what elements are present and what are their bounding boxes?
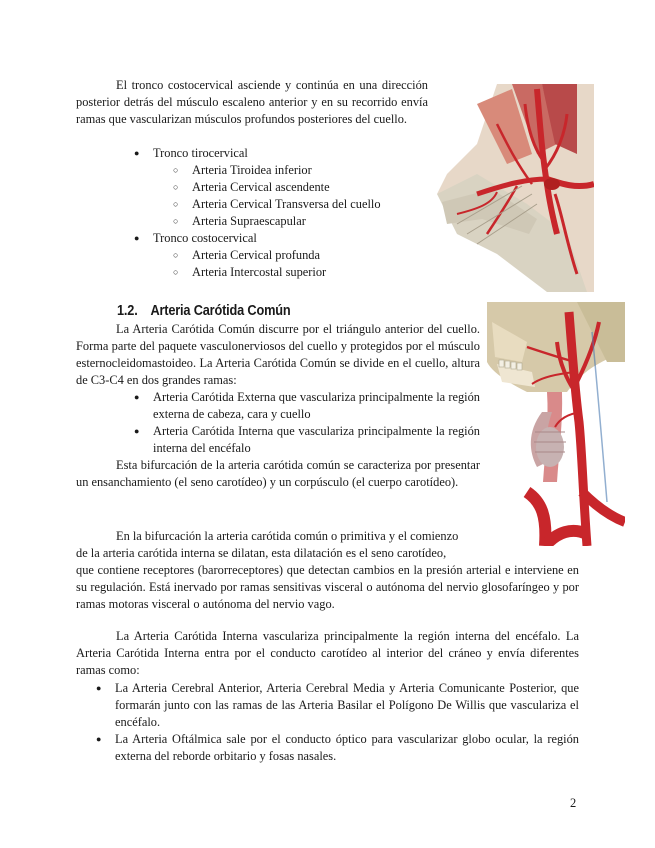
sub-item-label: Arteria Cervical Transversa del cuello [192, 197, 381, 211]
sinus-line2: de la arteria carótida interna se dilatan, esta dilatación es el seno carotídeo, [76, 546, 447, 560]
branch-label: Tronco tirocervical [153, 146, 248, 160]
subclavian-illustration [437, 84, 594, 292]
carotid-branch-item [134, 423, 480, 457]
bifurcation-paragraph: Esta bifurcación de la arteria carótida común se caracteriza por presentar un ensanchamiento (el seno carotídeo) y un corpúsculo (el cuerpo carotídeo). [76, 458, 480, 489]
carotid-illustration [487, 302, 625, 546]
sub-item-label: Arteria Cervical profunda [192, 248, 320, 262]
sinus-rest: que contiene receptores (barorreceptores) que detectan cambios en la presión arterial e interviene en su regulación. Está inervado por ramas sensitivas visceral o autónoma del nervio glosofaríngeo y por ramas motoras visceral o autónoma del nervio vago. [76, 563, 579, 611]
branch-item-2 [134, 230, 257, 247]
sub-item [173, 196, 381, 213]
bullet-icon: ● [134, 233, 140, 243]
intro-rest: posterior detrás del músculo escaleno anterior y en su recorrido envía ramas que vascularizan músculos profundos posteriores del cuello. [76, 95, 428, 126]
section-number: 1.2. [117, 303, 138, 319]
internal-carotid-paragraph: La Arteria Carótida Interna vasculariza principalmente la región interna del encéfalo. La Arteria Carótida Interna entra por el conducto carotídeo al interior del cráneo y envía diferentes ramas como: [76, 629, 579, 677]
carotid-intro-paragraph: La Arteria Carótida Común discurre por el triángulo anterior del cuello. Forma parte del paquete vasculonerviosos del cuello y protegidos por el músculo esternocleidomastoideo. La Arteria Carótida Común se divide en el cuello, altura de C3-C4 en dos grandes ramas: [76, 322, 480, 387]
bullet-icon: ● [96, 734, 102, 744]
sub-item [173, 179, 330, 196]
intro-paragraph [76, 77, 428, 128]
sub-item-label: Arteria Tiroidea inferior [192, 163, 312, 177]
circle-bullet-icon: ○ [173, 182, 179, 192]
carotid-branch-item [134, 389, 480, 423]
carotid-branch-text: Arteria Carótida Externa que vascularizа principalmente la región externa de cabeza, cara y cuello [153, 390, 480, 421]
bullet-icon: ● [96, 683, 102, 693]
sub-item-label: Arteria Intercostal superior [192, 265, 327, 279]
sub-item-label: Arteria Supraescapular [192, 214, 306, 228]
internal-branch-item [96, 680, 579, 731]
circle-bullet-icon: ○ [173, 216, 179, 226]
carotid-branch-text: Arteria Carótida Interna que vasculariza principalmente la región interna del encéfalo [153, 424, 480, 455]
bullet-icon: ● [134, 148, 140, 158]
page-number: 2 [570, 796, 577, 810]
sub-item-label: Arteria Cervical ascendente [192, 180, 330, 194]
circle-bullet-icon: ○ [173, 250, 179, 260]
sub-item [173, 264, 327, 281]
branch-item-1 [134, 145, 433, 162]
circle-bullet-icon: ○ [173, 199, 179, 209]
carotid-anatomy-image [487, 302, 625, 546]
sinus-line1: En la bifurcación la arteria carótida común o primitiva y el comienzo [116, 529, 459, 543]
bullet-icon: ● [134, 392, 140, 402]
branch-label: Tronco costocervical [153, 231, 257, 245]
section-title: Arteria Carótida Común [150, 303, 291, 319]
sub-item [173, 162, 312, 179]
sub-item [173, 213, 306, 230]
bullet-icon: ● [134, 426, 140, 436]
section-heading [117, 303, 290, 320]
circle-bullet-icon: ○ [173, 267, 179, 277]
internal-branch-item [96, 731, 579, 765]
internal-branch-text: La Arteria Cerebral Anterior, Arteria Cerebral Media y Arteria Comunicante Posterior, que formarán junto con las ramas de las Arteria Basilar el Polígono De Willis que vasculariza el encéfalo. [115, 681, 579, 729]
intro-line1: El tronco costocervical asciende y continúa en una dirección [116, 78, 428, 92]
circle-bullet-icon: ○ [173, 165, 179, 175]
internal-branch-text: La Arteria Oftálmica sale por el conducto óptico para vascularizar globo ocular, la región externa del reborde orbitario y fosas nasales. [115, 732, 579, 763]
subclavian-anatomy-image [437, 84, 594, 292]
sub-item [173, 247, 320, 264]
